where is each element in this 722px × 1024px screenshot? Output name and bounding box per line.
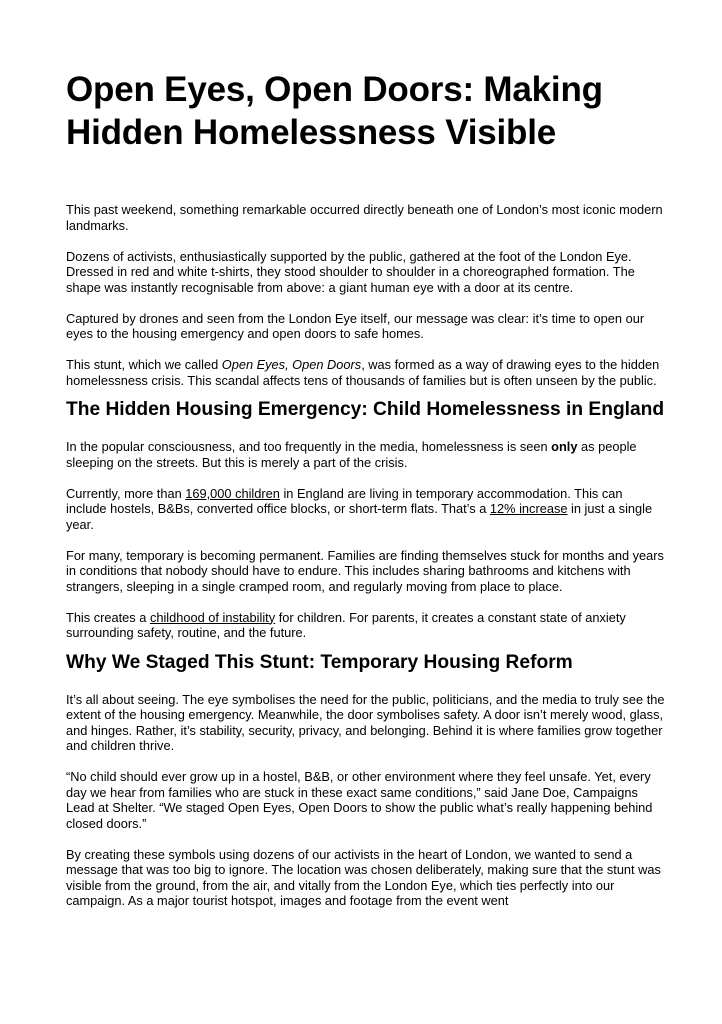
intro-p4-after: , was formed as a way of drawing eyes to the hidden homelessness crisis. This scandal affects tens of thousands of families but is often unseen by the public. <box>66 357 660 388</box>
section-heading-hidden-housing: The Hidden Housing Emergency: Child Homelessness in England <box>66 399 665 420</box>
s1-p1-after: as people sleeping on the streets. But this is merely a part of the crisis. <box>66 439 637 470</box>
intro-p4-before: This stunt, which we called <box>66 357 222 372</box>
campaign-name: Open Eyes, Open Doors <box>221 357 362 372</box>
intro-paragraph-2: Dozens of activists, enthusiastically supported by the public, gathered at the foot of the London Eye. Dressed in red and white t-shirts, they stood shoulder to shoulder in a choreographed formation. The shape was instantly recognisable from above: a giant human eye with a door at its centre. <box>66 248 635 295</box>
article-title: Open Eyes, Open Doors: Making Hidden Homelessness Visible <box>66 70 603 152</box>
section1-paragraph-2 <box>66 486 666 533</box>
s1-p1-before: In the popular consciousness, and too frequently in the media, homelessness is seen <box>66 439 552 454</box>
link-169000-children[interactable]: 169,000 children <box>185 485 280 501</box>
intro-paragraph-4 <box>66 357 666 388</box>
section2-paragraph-3: By creating these symbols using dozens of our activists in the heart of London, we wanted to send a message that was too big to ignore. The location was chosen deliberately, making sure that the stunt was visible from the ground, from the air, and vitally from the London Eye, which ties perfectly into our campaign. As a major tourist hotspot, images and footage from the event went <box>66 846 661 908</box>
s1-p2-mid: in England are living in temporary accommodation. This can include hostels, B&Bs, converted office blocks, or short-term flats. That’s a <box>66 485 623 516</box>
s1-p4-before: This creates a <box>66 609 150 625</box>
intro-paragraph-3: Captured by drones and seen from the London Eye itself, our message was clear: it’s time to open our eyes to the housing emergency and open doors to safe homes. <box>66 310 645 341</box>
section1-paragraph-3: For many, temporary is becoming permanent. Families are finding themselves stuck for months and years in conditions that nobody should have to endure. This includes sharing bathrooms and kitchens with strangers, sleeping in a single cramped room, and regularly moving from place to place. <box>66 547 664 594</box>
section2-paragraph-1: It’s all about seeing. The eye symbolises the need for the public, politicians, and the media to truly see the extent of the housing emergency. Meanwhile, the door symbolises safety. A door isn’t merely wood, glass, and hinges. Rather, it’s stability, security, privacy, and belonging. Behind it is where families grow together and children thrive. <box>66 691 665 753</box>
section2-paragraph-2: “No child should ever grow up in a hostel, B&B, or other environment where they feel unsafe. Yet, every day we hear from families who are stuck in these exact same conditions,” said Jane Doe, Campaigns Lead at Shelter. “We staged Open Eyes, Open Doors to show the public what’s really happening behind closed doors.” <box>66 769 653 831</box>
link-12-percent-increase[interactable]: 12% increase <box>489 501 568 516</box>
section1-paragraph-4 <box>66 610 666 641</box>
section-heading-why-we-staged: Why We Staged This Stunt: Temporary Housing Reform <box>66 651 573 673</box>
s1-p2-before: Currently, more than <box>66 485 186 501</box>
link-childhood-of-instability[interactable]: childhood of instability <box>149 609 276 625</box>
intro-paragraph-1: This past weekend, something remarkable occurred directly beneath one of London’s most iconic modern landmarks. <box>66 202 663 233</box>
emphasis-only: only <box>551 439 578 454</box>
section1-paragraph-1 <box>66 439 666 470</box>
s1-p2-after: in just a single year. <box>66 501 653 532</box>
document-page <box>66 68 666 924</box>
s1-p4-after: for children. For parents, it creates a constant state of anxiety surrounding safety, routine, and the future. <box>66 609 626 640</box>
